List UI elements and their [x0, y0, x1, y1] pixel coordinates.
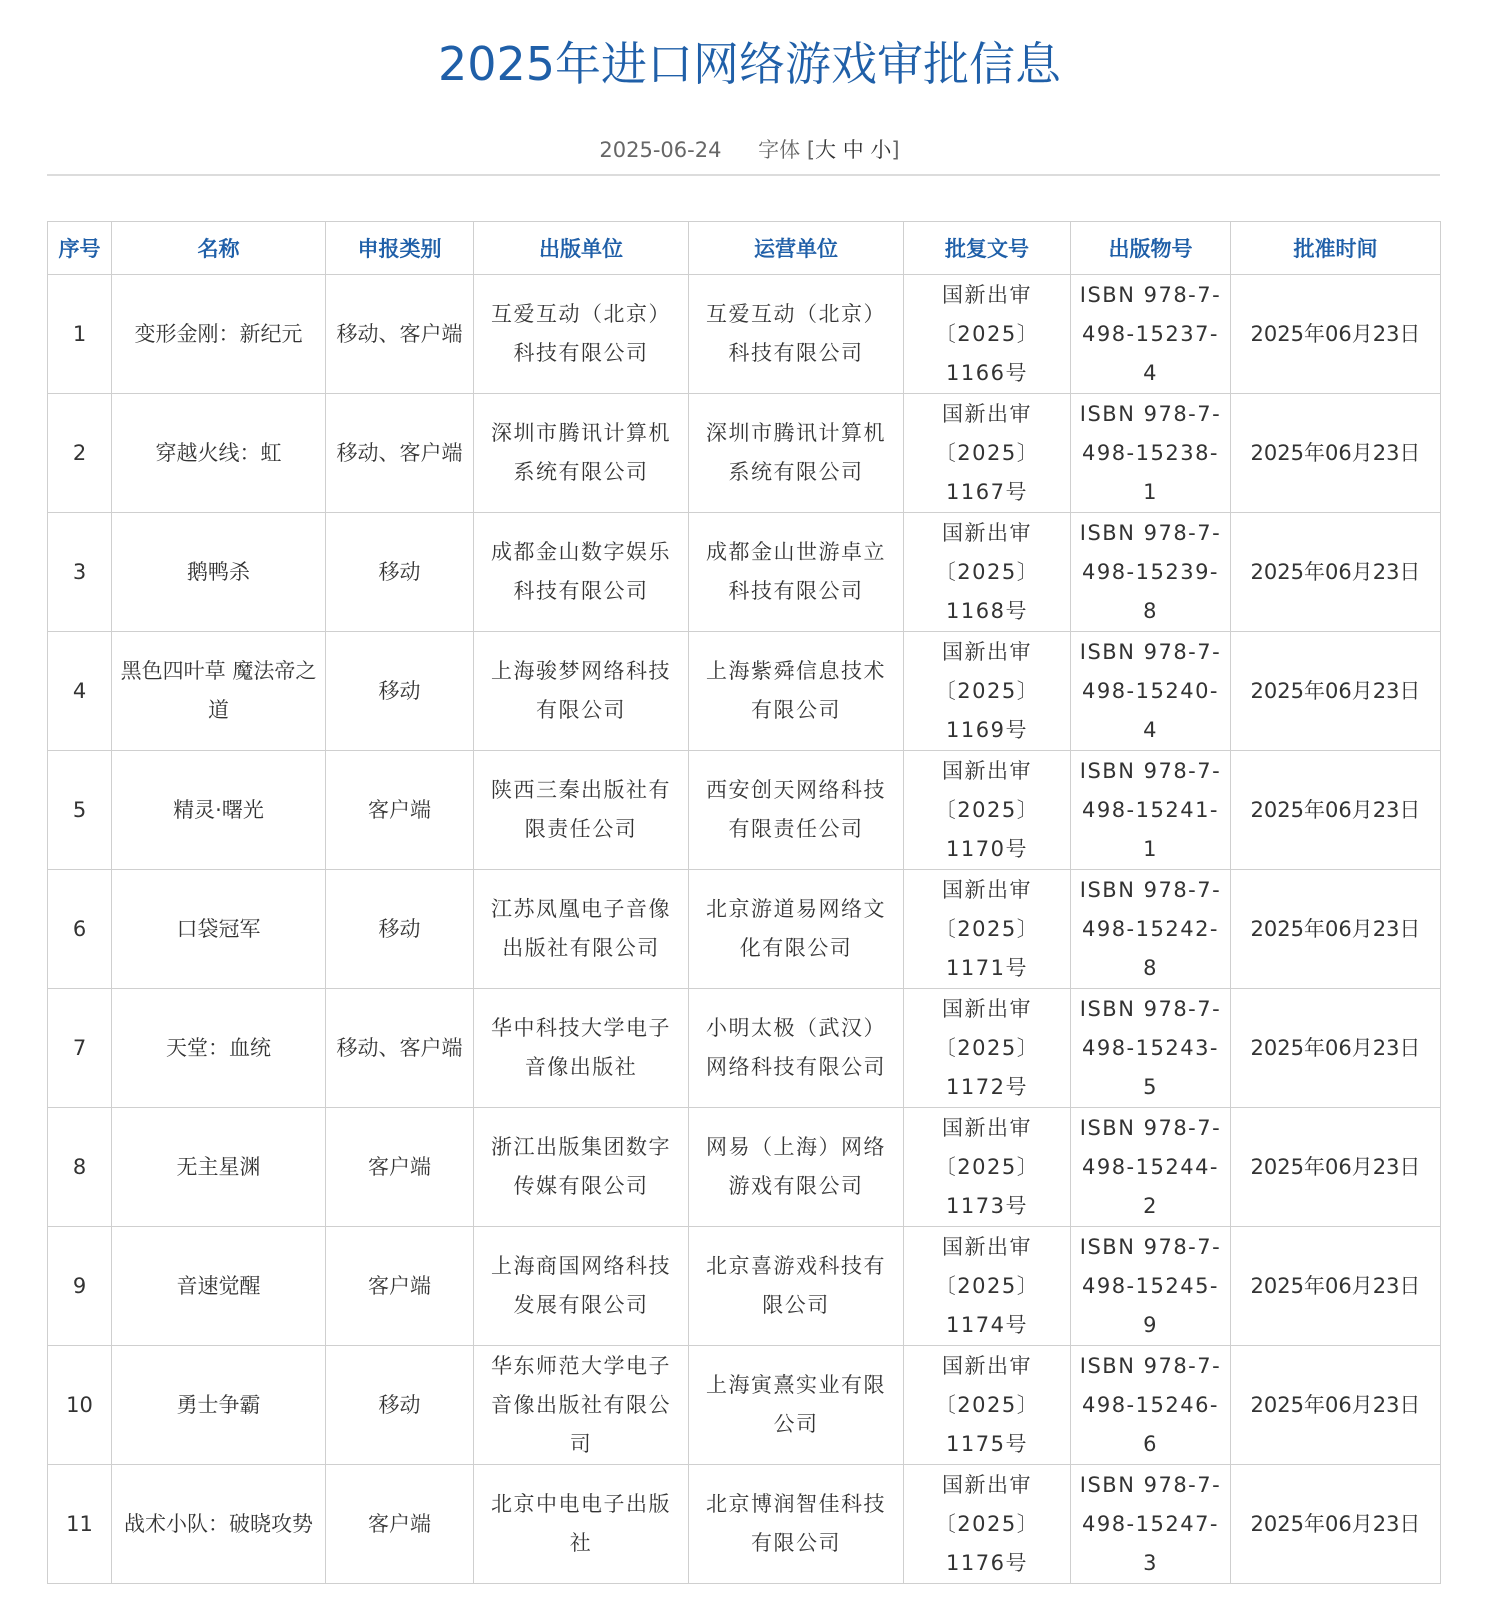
cell-category: 客户端 [326, 751, 474, 870]
cell-approval-no: 国新出审〔2025〕1174号 [904, 1227, 1071, 1346]
cell-category: 移动 [326, 632, 474, 751]
cell-approval-no: 国新出审〔2025〕1172号 [904, 989, 1071, 1108]
cell-isbn: ISBN 978-7-498-15240-4 [1071, 632, 1231, 751]
cell-category: 移动 [326, 513, 474, 632]
cell-index: 9 [48, 1227, 112, 1346]
cell-approval-no: 国新出审〔2025〕1167号 [904, 394, 1071, 513]
cell-approval-no: 国新出审〔2025〕1166号 [904, 275, 1071, 394]
font-size-bracket-open: [ [806, 138, 816, 162]
cell-publisher: 浙江出版集团数字传媒有限公司 [474, 1108, 689, 1227]
cell-publisher: 华东师范大学电子音像出版社有限公司 [474, 1346, 689, 1465]
header-index: 序号 [48, 222, 112, 275]
table-row [48, 1465, 1441, 1584]
cell-approval-no: 国新出审〔2025〕1169号 [904, 632, 1071, 751]
cell-approval-no: 国新出审〔2025〕1175号 [904, 1346, 1071, 1465]
cell-approval-date: 2025年06月23日 [1231, 1227, 1441, 1346]
cell-game-name: 战术小队：破晓攻势 [112, 1465, 326, 1584]
table-row [48, 632, 1441, 751]
cell-index: 10 [48, 1346, 112, 1465]
cell-index: 8 [48, 1108, 112, 1227]
cell-publisher: 江苏凤凰电子音像出版社有限公司 [474, 870, 689, 989]
cell-approval-date: 2025年06月23日 [1231, 1346, 1441, 1465]
font-size-medium-link[interactable]: 中 [842, 138, 864, 162]
table-row [48, 1227, 1441, 1346]
publish-date: 2025-06-24 [599, 138, 722, 162]
cell-game-name: 勇士争霸 [112, 1346, 326, 1465]
header-approval-no: 批复文号 [904, 222, 1071, 275]
cell-index: 7 [48, 989, 112, 1108]
cell-approval-date: 2025年06月23日 [1231, 632, 1441, 751]
page-title: 2025年进口网络游戏审批信息 [437, 37, 1062, 91]
cell-approval-date: 2025年06月23日 [1231, 275, 1441, 394]
cell-game-name: 口袋冠军 [112, 870, 326, 989]
cell-index: 6 [48, 870, 112, 989]
cell-isbn: ISBN 978-7-498-15242-8 [1071, 870, 1231, 989]
cell-game-name: 天堂：血统 [112, 989, 326, 1108]
title-divider [47, 174, 1440, 176]
header-operator: 运营单位 [689, 222, 904, 275]
cell-category: 客户端 [326, 1108, 474, 1227]
cell-approval-no: 国新出审〔2025〕1173号 [904, 1108, 1071, 1227]
cell-isbn: ISBN 978-7-498-15245-9 [1071, 1227, 1231, 1346]
header-game-name: 名称 [112, 222, 326, 275]
cell-publisher: 深圳市腾讯计算机系统有限公司 [474, 394, 689, 513]
cell-isbn: ISBN 978-7-498-15243-5 [1071, 989, 1231, 1108]
cell-operator: 网易（上海）网络游戏有限公司 [689, 1108, 904, 1227]
cell-approval-date: 2025年06月23日 [1231, 513, 1441, 632]
article-meta [0, 134, 1499, 164]
cell-category: 客户端 [326, 1465, 474, 1584]
cell-index: 4 [48, 632, 112, 751]
cell-isbn: ISBN 978-7-498-15239-8 [1071, 513, 1231, 632]
cell-approval-date: 2025年06月23日 [1231, 394, 1441, 513]
table-row [48, 394, 1441, 513]
cell-game-name: 变形金刚：新纪元 [112, 275, 326, 394]
cell-index: 3 [48, 513, 112, 632]
cell-game-name: 无主星渊 [112, 1108, 326, 1227]
cell-game-name: 穿越火线：虹 [112, 394, 326, 513]
cell-category: 移动 [326, 1346, 474, 1465]
header-publisher: 出版单位 [474, 222, 689, 275]
cell-publisher: 上海商国网络科技发展有限公司 [474, 1227, 689, 1346]
cell-approval-no: 国新出审〔2025〕1176号 [904, 1465, 1071, 1584]
cell-approval-date: 2025年06月23日 [1231, 989, 1441, 1108]
table-row [48, 513, 1441, 632]
header-category: 申报类别 [326, 222, 474, 275]
cell-operator: 北京博润智佳科技有限公司 [689, 1465, 904, 1584]
font-size-large-link[interactable]: 大 [815, 138, 837, 162]
table-header-row [48, 222, 1441, 275]
table-row [48, 989, 1441, 1108]
cell-isbn: ISBN 978-7-498-15237-4 [1071, 275, 1231, 394]
font-size-label: 字体 [758, 138, 801, 162]
cell-isbn: ISBN 978-7-498-15247-3 [1071, 1465, 1231, 1584]
cell-category: 客户端 [326, 1227, 474, 1346]
table-row [48, 870, 1441, 989]
cell-isbn: ISBN 978-7-498-15244-2 [1071, 1108, 1231, 1227]
cell-approval-date: 2025年06月23日 [1231, 1108, 1441, 1227]
cell-operator: 互爱互动（北京）科技有限公司 [689, 275, 904, 394]
cell-operator: 北京游道易网络文化有限公司 [689, 870, 904, 989]
cell-isbn: ISBN 978-7-498-15246-6 [1071, 1346, 1231, 1465]
cell-index: 2 [48, 394, 112, 513]
cell-game-name: 音速觉醒 [112, 1227, 326, 1346]
cell-index: 11 [48, 1465, 112, 1584]
cell-operator: 西安创天网络科技有限责任公司 [689, 751, 904, 870]
cell-operator: 北京喜游戏科技有限公司 [689, 1227, 904, 1346]
cell-publisher: 陕西三秦出版社有限责任公司 [474, 751, 689, 870]
cell-publisher: 上海骏梦网络科技有限公司 [474, 632, 689, 751]
table-row [48, 275, 1441, 394]
cell-operator: 深圳市腾讯计算机系统有限公司 [689, 394, 904, 513]
cell-operator: 上海紫舜信息技术有限公司 [689, 632, 904, 751]
table-row [48, 1108, 1441, 1227]
cell-approval-date: 2025年06月23日 [1231, 751, 1441, 870]
cell-approval-no: 国新出审〔2025〕1168号 [904, 513, 1071, 632]
cell-publisher: 华中科技大学电子音像出版社 [474, 989, 689, 1108]
cell-approval-date: 2025年06月23日 [1231, 870, 1441, 989]
cell-index: 1 [48, 275, 112, 394]
cell-operator: 上海寅熹实业有限公司 [689, 1346, 904, 1465]
table-row [48, 1346, 1441, 1465]
cell-operator: 小明太极（武汉）网络科技有限公司 [689, 989, 904, 1108]
cell-publisher: 互爱互动（北京）科技有限公司 [474, 275, 689, 394]
cell-game-name: 黑色四叶草 魔法帝之道 [112, 632, 326, 751]
header-isbn: 出版物号 [1071, 222, 1231, 275]
cell-publisher: 北京中电电子出版社 [474, 1465, 689, 1584]
font-size-small-link[interactable]: 小 [870, 138, 892, 162]
cell-publisher: 成都金山数字娱乐科技有限公司 [474, 513, 689, 632]
font-size-bracket-close: ] [891, 138, 900, 162]
cell-isbn: ISBN 978-7-498-15241-1 [1071, 751, 1231, 870]
cell-game-name: 精灵·曙光 [112, 751, 326, 870]
cell-game-name: 鹅鸭杀 [112, 513, 326, 632]
cell-approval-no: 国新出审〔2025〕1170号 [904, 751, 1071, 870]
approval-table [47, 221, 1441, 1584]
cell-operator: 成都金山世游卓立科技有限公司 [689, 513, 904, 632]
header-approval-date: 批准时间 [1231, 222, 1441, 275]
cell-index: 5 [48, 751, 112, 870]
cell-category: 移动、客户端 [326, 989, 474, 1108]
cell-approval-no: 国新出审〔2025〕1171号 [904, 870, 1071, 989]
table-row [48, 751, 1441, 870]
cell-category: 移动 [326, 870, 474, 989]
cell-category: 移动、客户端 [326, 394, 474, 513]
cell-isbn: ISBN 978-7-498-15238-1 [1071, 394, 1231, 513]
cell-approval-date: 2025年06月23日 [1231, 1465, 1441, 1584]
cell-category: 移动、客户端 [326, 275, 474, 394]
